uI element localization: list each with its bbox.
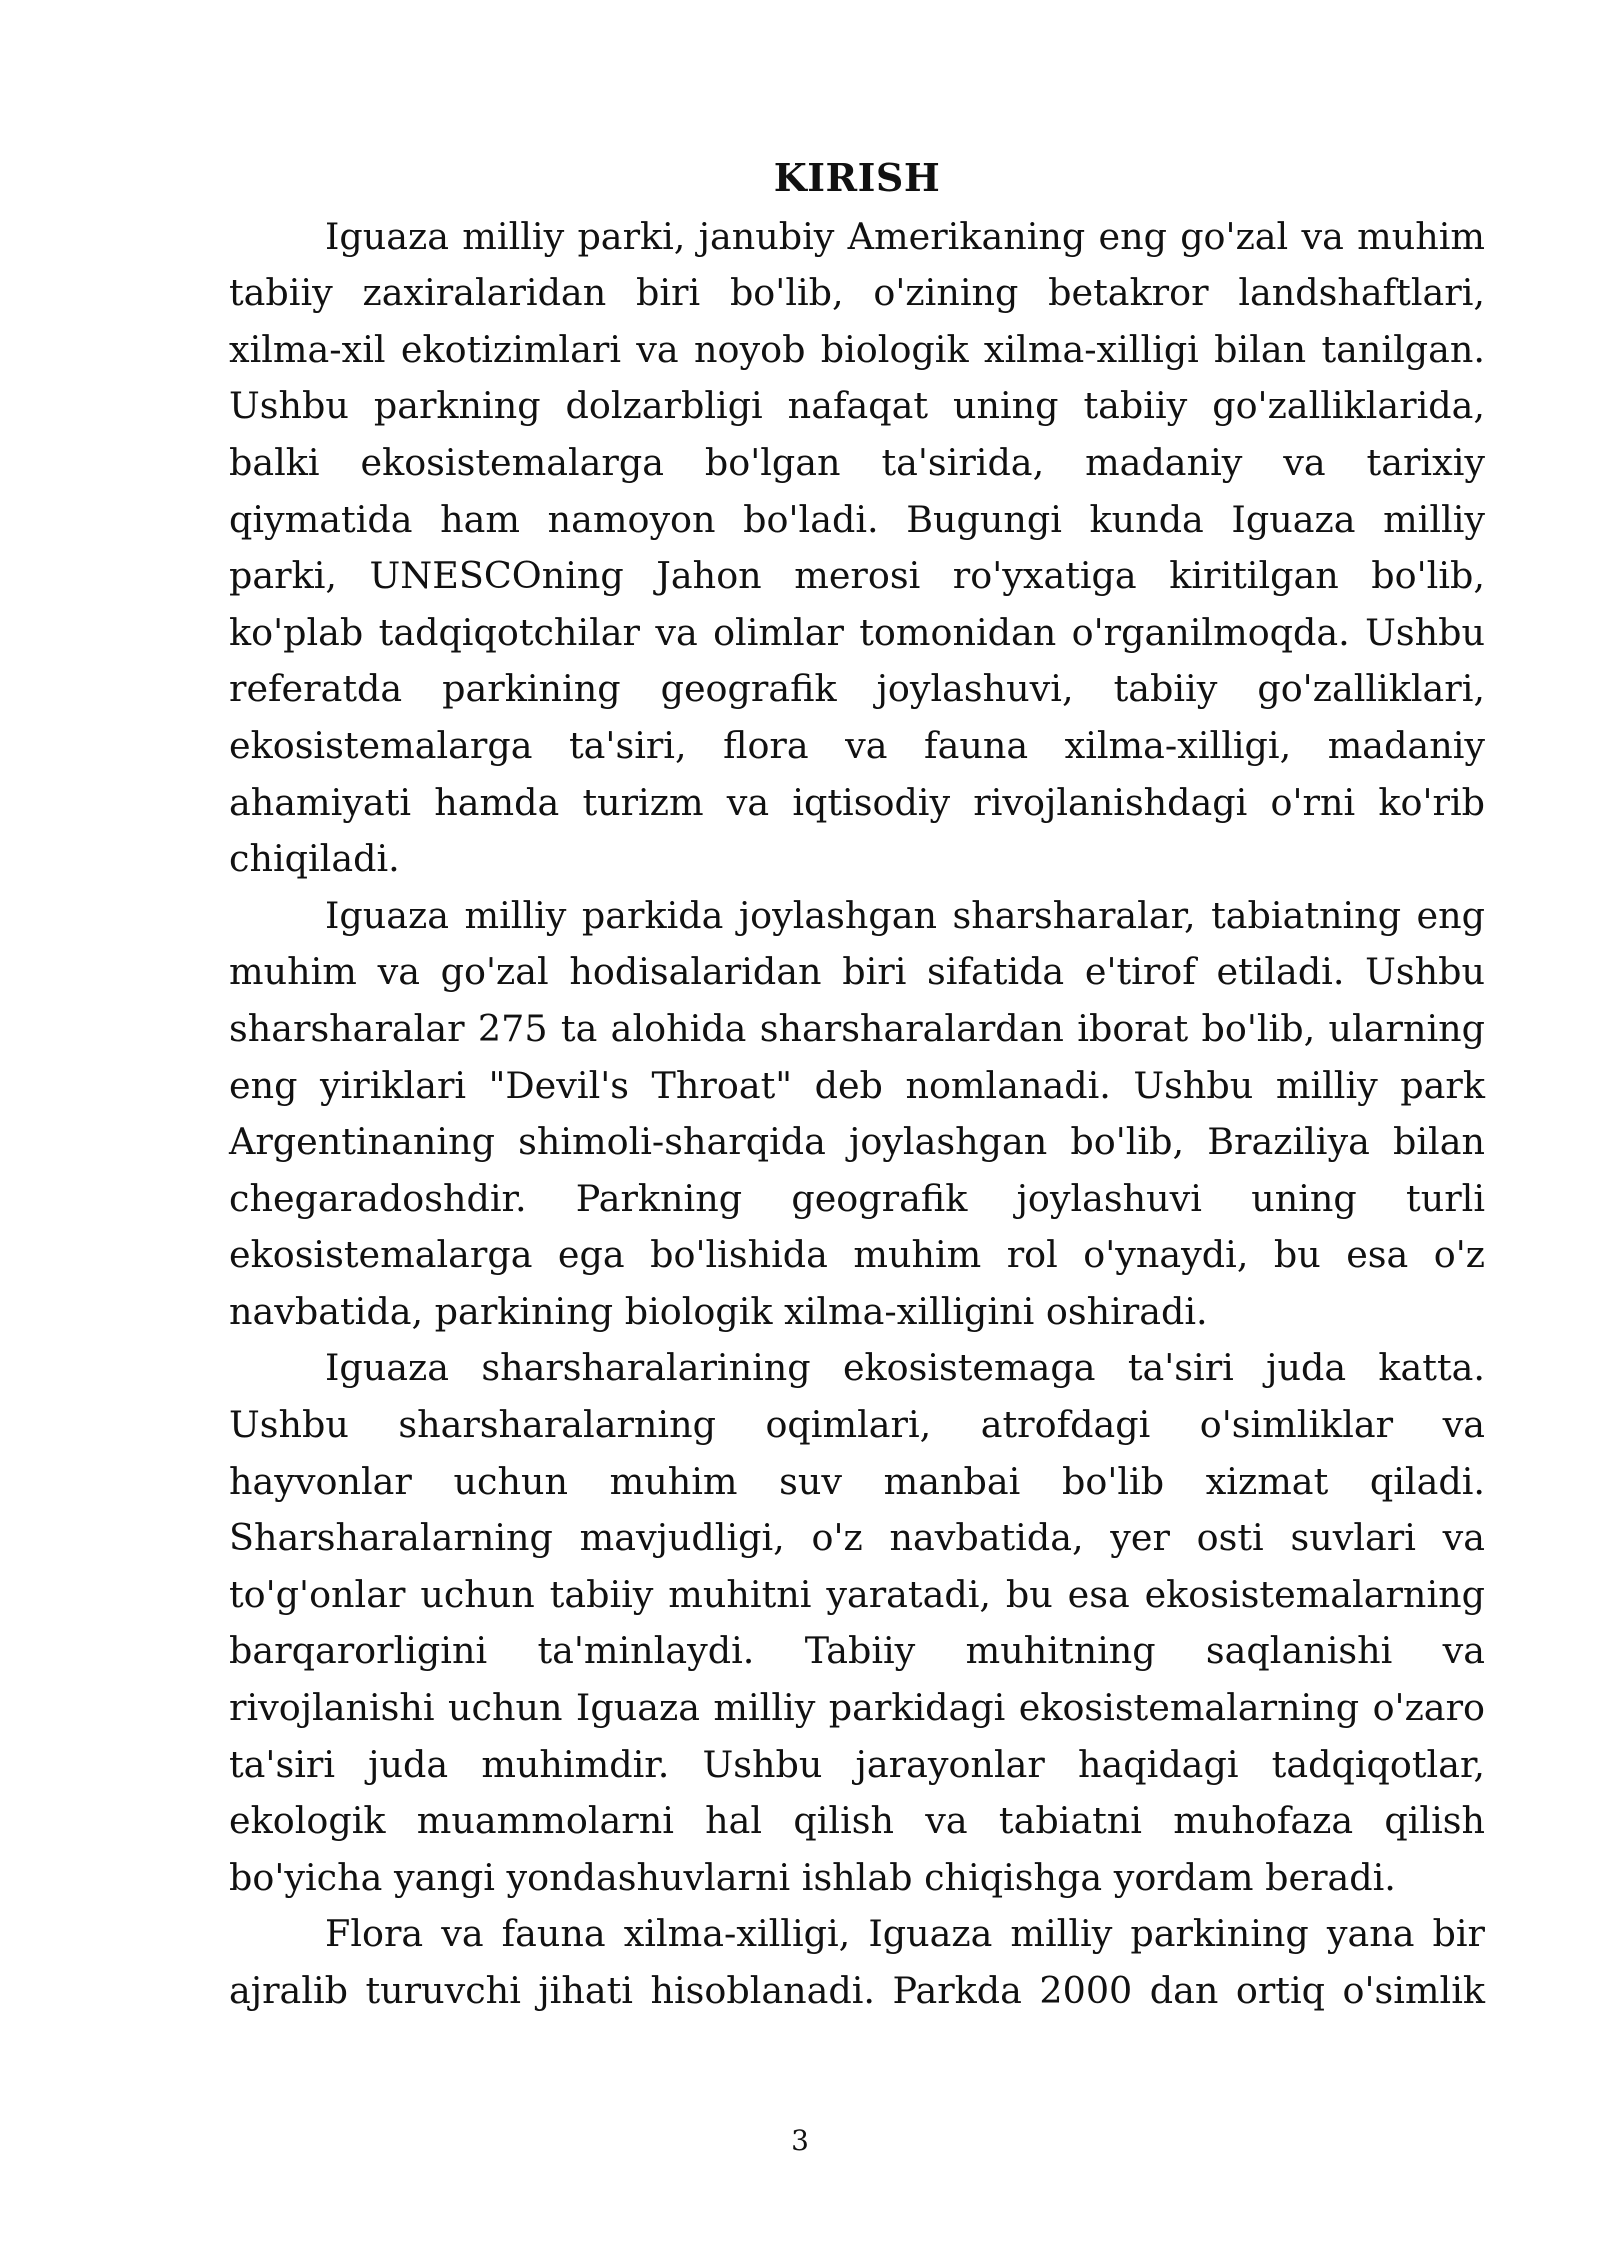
section-heading: KIRISH bbox=[773, 155, 941, 200]
document-body bbox=[229, 150, 1485, 2020]
page-number: 3 bbox=[791, 2124, 809, 2157]
paragraph-4: Flora va fauna xilma-xilligi, Iguaza milliy parkining yana bir ajralib turuvchi jihati hisoblanadi. Parkda 2000 dan ortiq o'simlik bbox=[229, 1912, 1485, 2012]
paragraph-2: Iguaza milliy parkida joylashgan sharsharalar, tabiatning eng muhim va go'zal hodisalaridan biri sifatida e'tirof etiladi. Ushbu sharsharalar 275 ta alohida sharsharalardan iborat bo'lib, ularning eng yiriklari "Devil's Throat" deb nomlanadi. Ushbu milliy park Argentinaning shimoli-sharqida joylashgan bo'lib, Braziliya bilan chegaradoshdir. Parkning geografik joylashuvi uning turli ekosistemalarga ega bo'lishida muhim rol o'ynaydi, bu esa o'z navbatida, parkining biologik xilma-xilligini oshiradi. bbox=[229, 893, 1485, 1333]
paragraph-1: Iguaza milliy parki, janubiy Amerikaning eng go'zal va muhim tabiiy zaxiralaridan biri bo'lib, o'zining betakror landshaftlari, xilma-xil ekotizimlari va noyob biologik xilma-xilligi bilan tanilgan. Ushbu parkning dolzarbligi nafaqat uning tabiiy go'zalliklarida, balki ekosistemalarga bo'lgan ta'sirida, madaniy va tarixiy qiymatida ham namoyon bo'ladi. Bugungi kunda Iguaza milliy parki, UNESCOning Jahon merosi ro'yxatiga kiritilgan bo'lib, ko'plab tadqiqotchilar va olimlar tomonidan o'rganilmoqda. Ushbu referatda parkining geografik joylashuvi, tabiiy go'zalliklari, ekosistemalarga ta'siri, flora va fauna xilma-xilligi, madaniy ahamiyati hamda turizm va iqtisodiy rivojlanishdagi o'rni ko'rib chiqiladi. bbox=[229, 214, 1485, 881]
paragraph-3: Iguaza sharsharalarining ekosistemaga ta'siri juda katta. Ushbu sharsharalarning oqimlari, atrofdagi o'simliklar va hayvonlar uchun muhim suv manbai bo'lib xizmat qiladi. Sharsharalarning mavjudligi, o'z navbatida, yer osti suvlari va to'g'onlar uchun tabiiy muhitni yaratadi, bu esa ekosistemalarning barqarorligini ta'minlaydi. Tabiiy muhitning saqlanishi va rivojlanishi uchun Iguaza milliy parkidagi ekosistemalarning o'zaro ta'siri juda muhimdir. Ushbu jarayonlar haqidagi tadqiqotlar, ekologik muammolarni hal qilish va tabiatni muhofaza qilish bo'yicha yangi yondashuvlarni ishlab chiqishga yordam beradi. bbox=[229, 1346, 1485, 1899]
